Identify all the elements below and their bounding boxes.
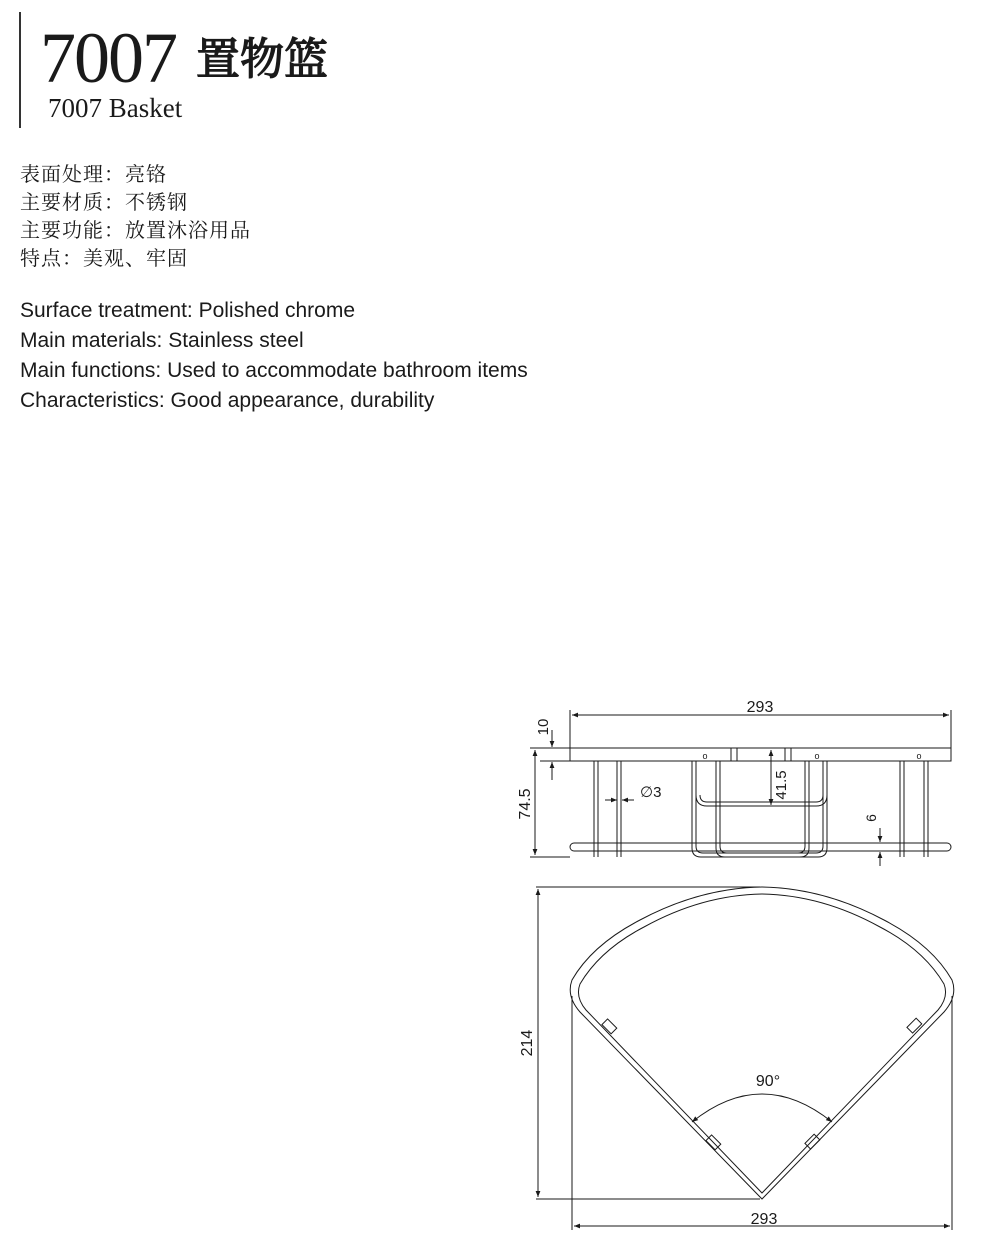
spec-surface-cn: 表面处理：亮铬 xyxy=(20,162,167,186)
bottom-bar xyxy=(570,843,951,851)
clip xyxy=(602,1019,617,1034)
spec-function-cn: 主要功能：放置沐浴用品 xyxy=(20,218,251,242)
front-width-label: 293 xyxy=(746,699,774,716)
spec-material-en: Main materials: Stainless steel xyxy=(20,329,304,352)
clip xyxy=(805,1134,820,1149)
depth-label: 214 xyxy=(519,1029,536,1057)
hole-label: o xyxy=(702,751,708,761)
spec-surface-en: Surface treatment: Polished chrome xyxy=(20,299,355,322)
angle-label: 90° xyxy=(755,1073,781,1090)
front-view xyxy=(530,710,951,866)
hole-label: o xyxy=(814,751,820,761)
spec-function-en: Main functions: Used to accommodate bathroom items xyxy=(20,359,528,382)
top-rail xyxy=(570,748,951,761)
model-name-en: 7007 Basket xyxy=(48,93,183,123)
basket-outline-inner xyxy=(578,894,945,1193)
spec-material-cn: 主要材质：不锈钢 xyxy=(20,190,188,214)
hole-label: o xyxy=(916,751,922,761)
model-number: 7007 xyxy=(40,18,176,98)
spec-features-en: Characteristics: Good appearance, durability xyxy=(20,389,435,412)
top-view-width-label: 293 xyxy=(750,1211,778,1228)
top-view xyxy=(536,887,954,1230)
top-thickness-label: 10 xyxy=(535,718,552,736)
wire-diameter-label: ∅3 xyxy=(640,784,662,801)
basket-outline-outer xyxy=(570,887,954,1199)
model-name-cn: 置物篮 xyxy=(196,34,328,85)
bottom-bar-label: 6 xyxy=(863,814,879,822)
front-height-label: 74.5 xyxy=(517,788,534,820)
inner-height-label: 41.5 xyxy=(773,770,790,800)
angle-arc xyxy=(692,1094,832,1122)
spec-features-cn: 特点：美观、牢固 xyxy=(20,246,188,270)
clip xyxy=(907,1018,922,1033)
